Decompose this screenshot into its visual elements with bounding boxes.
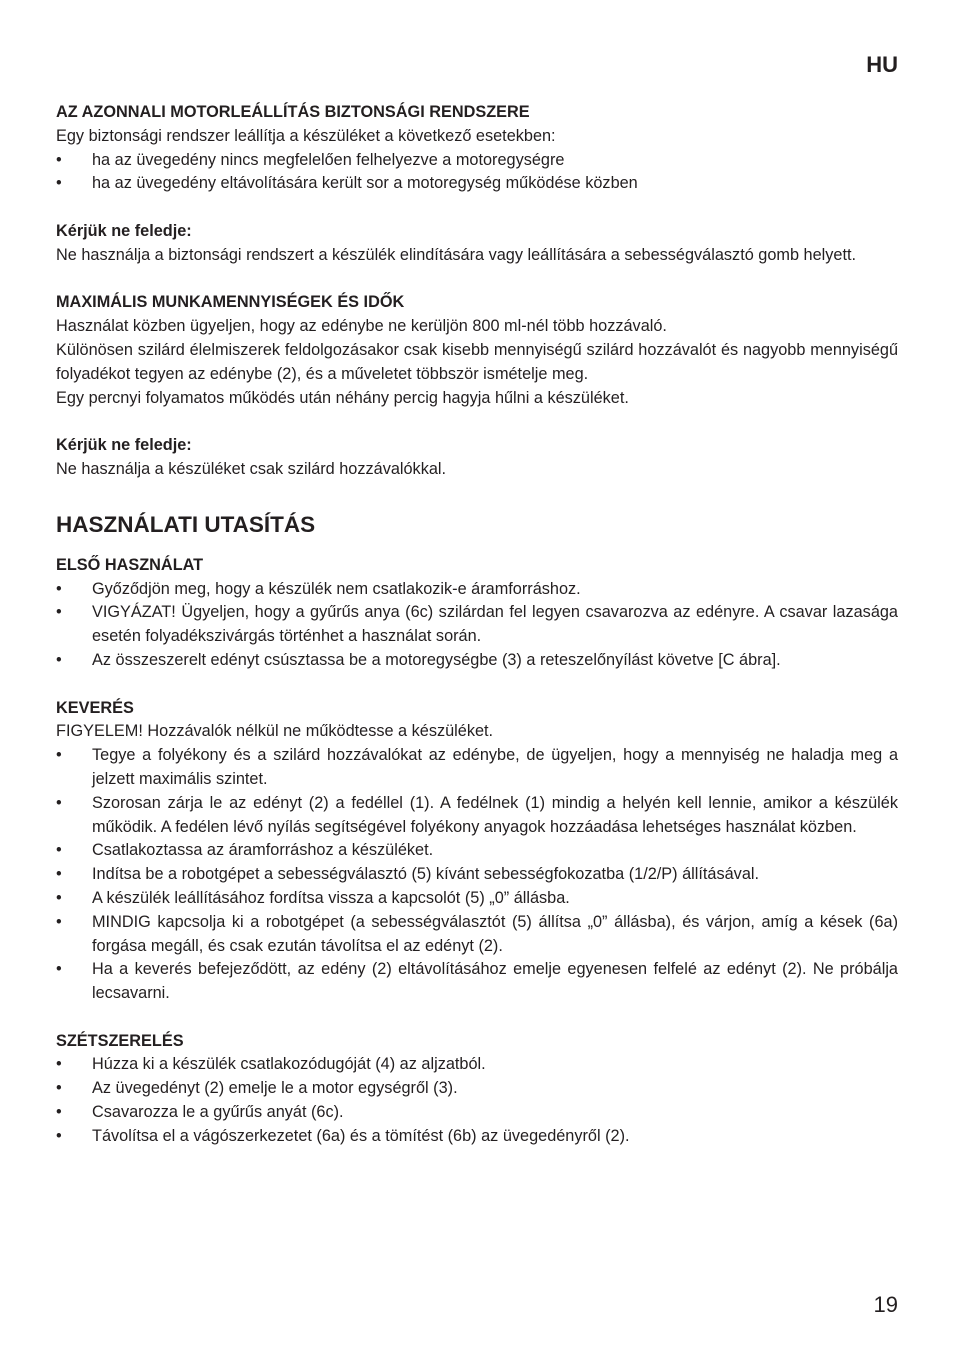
list-item: • Indítsa be a robotgépet a sebességválasztó (5) kívánt sebességfokozatba (1/2/P) állításával.	[56, 863, 898, 887]
list-item: • Csavarozza le a gyűrűs anyát (6c).	[56, 1101, 898, 1125]
bullet-glyph: •	[56, 150, 62, 169]
language-code: HU	[866, 52, 898, 77]
bullet-glyph: •	[56, 603, 62, 622]
max-quantities-paragraph: Egy percnyi folyamatos működés után néhány percig hagyja hűlni a készüléket.	[56, 388, 629, 407]
mixing-heading: KEVERÉS	[56, 698, 134, 717]
list-item: • Az üvegedényt (2) emelje le a motor egységről (3).	[56, 1077, 898, 1101]
list-item: • Ha a keverés befejeződött, az edény (2) eltávolításához emelje egyenesen felfelé az edényt (2). Ne próbálja lecsavarni.	[56, 960, 898, 1003]
page-content	[56, 101, 898, 1149]
safety-system-intro: Egy biztonsági rendszer leállítja a készüléket a következő esetekben:	[56, 126, 556, 145]
list-item: • VIGYÁZAT! Ügyeljen, hogy a gyűrűs anya (6c) szilárdan fel legyen csavarozva az edényre. A csavar lazasága esetén folyadékszivárgás történhet a használat során.	[56, 603, 898, 646]
list-item: • Csatlakoztassa az áramforráshoz a készüléket.	[56, 839, 898, 863]
safety-system-list	[56, 149, 898, 197]
bullet-glyph: •	[56, 579, 62, 598]
list-item: • Távolítsa el a vágószerkezetet (6a) és a tömítést (6b) az üvegedényről (2).	[56, 1125, 898, 1149]
first-use-list	[56, 578, 898, 673]
list-item: • Győződjön meg, hogy a készülék nem csatlakozik-e áramforráshoz.	[56, 578, 898, 602]
list-item: • A készülék leállításához fordítsa vissza a kapcsolót (5) „0” állásba.	[56, 887, 898, 911]
note-heading: Kérjük ne feledje:	[56, 221, 192, 240]
list-item: • ha az üvegedény nincs megfelelően felhelyezve a motoregységre	[56, 149, 898, 173]
bullet-glyph: •	[56, 841, 62, 860]
list-item: • Szorosan zárja le az edényt (2) a fedéllel (1). A fedélnek (1) mindig a helyén kell lennie, amikor a készülék működik. A fedélen lévő nyílás segítségével folyékony anyagok hozzáadása lehetséges használat közben.	[56, 793, 898, 836]
list-item: • ha az üvegedény eltávolítására került sor a motoregység működése közben	[56, 172, 898, 196]
bullet-glyph: •	[56, 650, 62, 669]
bullet-glyph: •	[56, 1079, 62, 1098]
bullet-glyph: •	[56, 793, 62, 812]
first-use-heading: ELSŐ HASZNÁLAT	[56, 555, 204, 574]
max-quantities-heading: MAXIMÁLIS MUNKAMENNYISÉGEK ÉS IDŐK	[56, 293, 405, 312]
bullet-glyph: •	[56, 746, 62, 765]
mixing-warning: FIGYELEM! Hozzávalók nélkül ne működtesse a készüléket.	[56, 722, 494, 741]
note-text: Ne használja a biztonsági rendszert a készülék elindítására vagy leállítására a sebességválasztó gomb helyett.	[56, 245, 857, 264]
list-item: • MINDIG kapcsolja ki a robotgépet (a sebességválasztót (5) állítsa „0” állásba), és várjon, amíg a kések (6a) forgása megáll, és csak ezután távolítsa el az edényt (2).	[56, 912, 898, 955]
max-quantities-paragraph: Különösen szilárd élelmiszerek feldolgozásakor csak kisebb mennyiségű szilárd hozzávalót és nagyobb mennyiségű folyadékot tegyen az edénybe (2), és a műveletet többször ismételje meg.	[56, 340, 898, 383]
safety-system-heading: AZ AZONNALI MOTORLEÁLLÍTÁS BIZTONSÁGI RENDSZERE	[56, 103, 530, 121]
page-number: 19	[873, 1292, 898, 1317]
bullet-glyph: •	[56, 1126, 62, 1145]
max-quantities-paragraph: Használat közben ügyeljen, hogy az edénybe ne kerüljön 800 ml-nél több hozzávaló.	[56, 317, 667, 336]
bullet-glyph: •	[56, 1103, 62, 1122]
bullet-glyph: •	[56, 888, 62, 907]
disassembly-list	[56, 1053, 898, 1148]
note-heading: Kérjük ne feledje:	[56, 436, 192, 455]
bullet-glyph: •	[56, 865, 62, 884]
bullet-glyph: •	[56, 960, 62, 979]
bullet-glyph: •	[56, 174, 62, 193]
bullet-glyph: •	[56, 1055, 62, 1074]
instructions-title: HASZNÁLATI UTASÍTÁS	[56, 511, 316, 537]
disassembly-heading: SZÉTSZERELÉS	[56, 1031, 184, 1050]
list-item: • Tegye a folyékony és a szilárd hozzávalókat az edénybe, de ügyeljen, hogy a mennyiség ne haladja meg a jelzett maximális szintet.	[56, 746, 898, 788]
bullet-glyph: •	[56, 912, 62, 931]
note-text: Ne használja a készüléket csak szilárd hozzávalókkal.	[56, 459, 447, 478]
list-item: • Húzza ki a készülék csatlakozódugóját (4) az aljzatból.	[56, 1053, 898, 1077]
mixing-list	[56, 744, 898, 1006]
list-item: • Az összeszerelt edényt csúsztassa be a motoregységbe (3) a reteszelőnyílást követve [C ábra].	[56, 649, 898, 673]
